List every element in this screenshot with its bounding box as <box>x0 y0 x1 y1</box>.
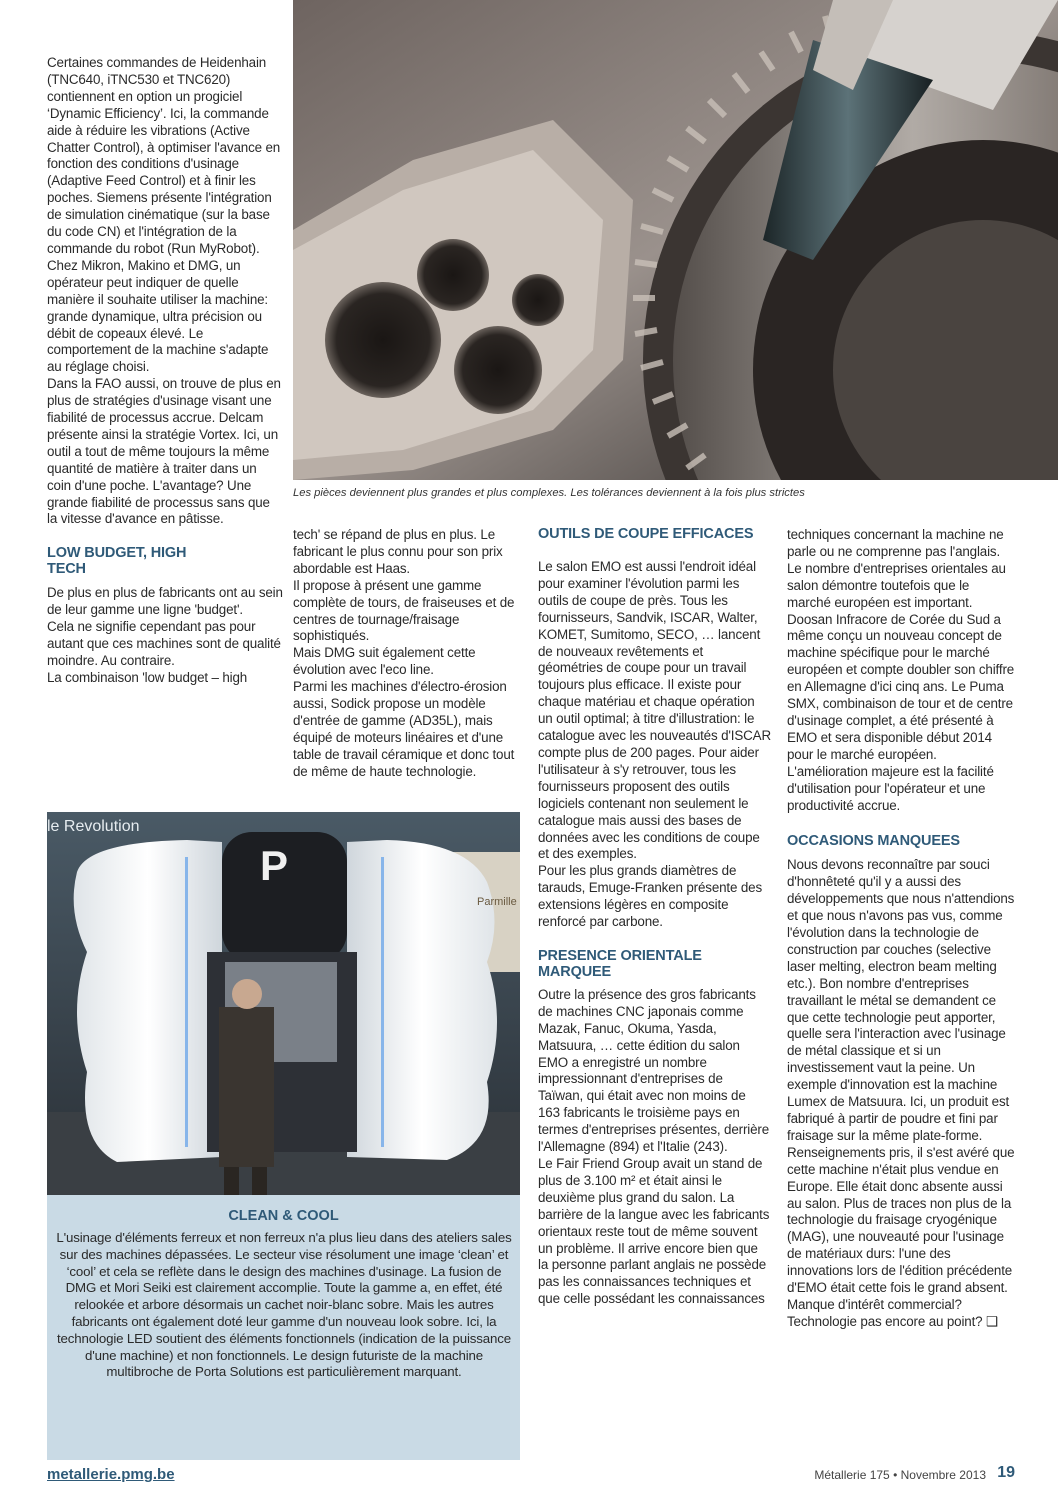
column-4 <box>787 527 1015 1331</box>
paragraph: Mais DMG suit également cette évolution avec l'eco line. <box>293 645 476 678</box>
paragraph: Outre la présence des gros fabricants de machines CNC japonais comme Mazak, Fanuc, Okuma, Yasda, Matsuura, … cette édition du salon EMO a enregistré un nombre impressionnant d'entreprises de Taïwan, qui était avec non moins de 163 fabricants le troisième pays en termes d'entreprises présentes, derrière l'Allemagne (894) et l'Italie (243). <box>538 986 769 1155</box>
issue-info: Métallerie 175 • Novembre 2013 <box>814 1468 986 1482</box>
paragraph: Le salon EMO est aussi l'endroit idéal pour examiner l'évolution parmi les outils de coupe de près. Tous les fournisseurs, Sandvik, ISCAR, Walter, KOMET, Sumitomo, SECO, … lancent de nouveaux revêtements et géométries de coupe pour un travail toujours plus efficace. Il existe pour chaque matériau et chaque opération un outil optimal; à titre d'illustration: le catalogue avec les nouveautés d'ISCAR compte plus de 200 pages. Pour aider l'utilisateur à s'y retrouver, tous les fournisseurs proposent des outils logiciels contenant non seulement le catalogue mais aussi des bases de données avec les conditions de coupe et des exemples. <box>538 559 771 862</box>
section-heading-occasions: OCCASIONS MANQUEES <box>787 833 960 850</box>
section-heading-low-budget: LOW BUDGET, HIGH TECH <box>47 545 187 578</box>
sidebar-title: CLEAN & COOL <box>228 1208 339 1224</box>
paragraph: La combinaison 'low budget – high <box>47 669 248 685</box>
column-3 <box>538 526 771 1308</box>
paragraph: Dans la FAO aussi, on trouve de plus en plus de stratégies d'usinage visant une fiabilité de processus accrue. Delcam présente ainsi la stratégie Vortex. Ici, un outil a tout de même toujours la même quantité de matière à traiter dans un coin d'une poche. L'avantage? Une grande fiabilité de processus sans que la vitesse d'avance en pâtisse. <box>47 376 281 527</box>
website-link[interactable]: metallerie.pmg.be <box>47 1466 175 1483</box>
section-heading-outils: OUTILS DE COUPE EFFICACES <box>538 526 754 542</box>
page-number: 19 <box>997 1464 1015 1481</box>
sign-text-right: Parmille <box>477 896 517 908</box>
paragraph: Pour les plus grands diamètres de tarauds, Emuge-Franken présente des extensions légères en composite renforcé par carbone. <box>538 863 763 930</box>
paragraph: techniques concernant la machine ne parle ou ne comprenne pas l'anglais. Le nombre d'entreprises orientales au salon démontre toutefois que le marché européen est important. <box>787 527 1006 610</box>
paragraph: De plus en plus de fabricants ont au sein de leur gamme une ligne 'budget'. <box>47 585 283 618</box>
paragraph: Le Fair Friend Group avait un stand de plus de 3.100 m² et était ainsi le deuxième plus grand du salon. La barrière de la langue avec les fabricants orientaux reste tout de même souvent un problème. Il arrive encore bien que la personne parlant anglais ne possède pas les connaissances techniques et que celle possédant les connaissances <box>538 1156 770 1307</box>
column-2 <box>293 527 523 781</box>
porta-logo: P <box>260 842 289 889</box>
paragraph: L'amélioration majeure est la facilité d'utilisation pour l'opérateur et une productivité accrue. <box>787 763 994 813</box>
paragraph: Doosan Infracore de Corée du Sud a même conçu un nouveau concept de machine spécifique pour le marché européen et compte doubler son chiffre en Allemagne d'ici cinq ans. Le Puma SMX, combinaison de tour et de centre d'usinage complet, a été présenté à EMO et sera disponible début 2014 pour le marché européen. <box>787 611 1015 762</box>
gear-milling-photo <box>293 0 1058 480</box>
sidebar-text: L'usinage d'éléments ferreux et non ferreux n'a plus lieu dans des ateliers sales sur des machines dépassées. Le secteur vise résolument une image ‘clean’ et ‘cool’ et cela se reflète dans le design des machines d'usinage. La fusion de DMG et Mori Seiki est clairement accomplie. Toute la gamme a, en effet, été relookée et arbore désormais un cachet noir-blanc sobre. Mais les autres fabricants ont également doté leur gamme d'un nouveau look sobre. Ici, la technologie LED soutient des éléments fonctionnels (indication de la puissance d'une machine) et non fonctionnels. Le design futuriste de la machine multibroche de Porta Solutions est particulièrement marquant. <box>56 1230 512 1380</box>
paragraph: Cela ne signifie cependant pas pour autant que ces machines sont de qualité moindre. Au contraire. <box>47 619 281 668</box>
sign-text: le Revolution <box>47 818 140 835</box>
photo-caption: Les pièces deviennent plus grandes et plus complexes. Les tolérances deviennent à la fois plus strictes <box>293 487 805 499</box>
paragraph: Parmi les machines d'électro-érosion aussi, Sodick propose un modèle d'entrée de gamme (AD35L), mais équipé de moteurs linéaires et d'une table de travail céramique et donc tout de même de haute technologie. <box>293 679 515 779</box>
paragraph: Certaines commandes de Heidenhain (TNC640, iTNC530 et TNC620) contiennent en option un progiciel ‘Dynamic Efficiency’. Ici, la commande aide à réduire les vibrations (Active Chatter Control), à optimiser l'avance en fonction des conditions d'usinage (Adaptive Feed Control) et à finir les poches. Siemens présente l'intégration de simulation cinématique (sur la base du code CN) et l'intégration de la commande du robot (Run MyRobot). Chez Mikron, Makino et DMG, un opérateur peut indiquer de quelle manière il souhaite utiliser la machine: grande dynamique, ultra précision ou débit de copeaux élevé. Le comportement de la machine s'adapte au réglage choisi. <box>47 55 281 375</box>
column-1 <box>47 55 283 687</box>
paragraph: tech' se répand de plus en plus. Le fabricant le plus connu pour son prix abordable est Haas. <box>293 527 503 576</box>
paragraph: Nous devons reconnaître par souci d'honnêteté qu'il y a aussi des développements que nous n'attendions et que nous n'avons pas vus, comme l'évolution dans la technologie de construction par couches (selective laser melting, electron beam melting etc.). Bon nombre d'entreprises travaillant le métal se demandent ce que cette technologie peut apporter, quelle sera l'interaction avec l'usinage de métal classique et si un investissement vaut la peine. Un exemple d'innovation est la machine Lumex de Matsuura. Ici, un produit est fabriqué à partir de poudre et fini par fraisage sur la même plate-forme. Renseignements pris, il s'est avéré que cette machine n'était plus vendue en Europe. Elle était donc absente aussi au salon. Plus de traces non plus de la technologie du fraisage cryogénique (MAG), une nouveauté pour l'usinage de matériaux durs: l'une des innovations lors de l'édition précédente d'EMO était cette fois le grand absent. Manque d'intérêt commercial? Technologie pas encore au point? ❑ <box>787 857 1015 1329</box>
paragraph: Il propose à présent une gamme complète de tours, de fraiseuses et de centres de tournage/fraisage sophistiqués. <box>293 577 515 644</box>
section-heading-presence: PRESENCE ORIENTALE MARQUEE <box>538 947 702 980</box>
porta-machine-photo <box>47 812 520 1195</box>
